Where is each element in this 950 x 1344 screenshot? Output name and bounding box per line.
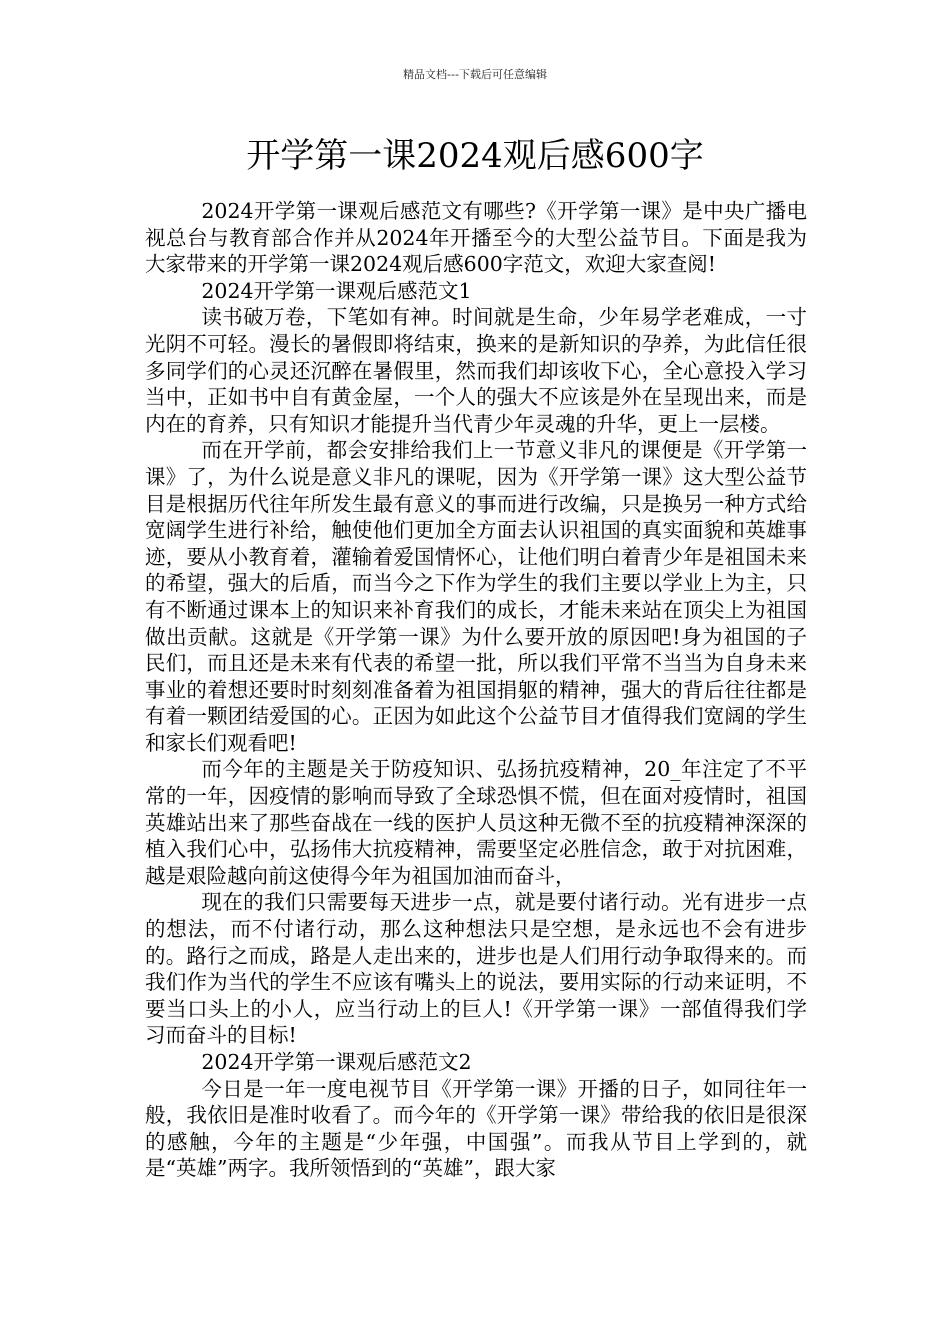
- body-paragraph: 今日是一年一度电视节目《开学第一课》开播的日子，如同往年一般，我依旧是准时收看了。而今年的《开学第一课》带给我的依旧是很深的感触，今年的主题是“少年强，中国强”。而我从节目上学到的，就是“英雄”两字。我所领悟到的“英雄”，跟大家: [145, 1076, 807, 1181]
- body-paragraph: 读书破万卷，下笔如有神。时间就是生命，少年易学老难成，一寸光阴不可轻。漫长的暑假即将结束，换来的是新知识的孕养，为此信任很多同学们的心灵还沉醉在暑假里，然而我们却该收下心，全心意投入学习当中，正如书中自有黄金屋，一个人的强大不应该是外在呈现出来，而是内在的育养，只有知识才能提升当代青少年灵魂的升华，更上一层楼。: [145, 305, 807, 436]
- body-paragraph: 而在开学前，都会安排给我们上一节意义非凡的课便是《开学第一课》了，为什么说是意义非凡的课呢，因为《开学第一课》这大型公益节目是根据历代往年所发生最有意义的事而进行改编，只是换另一种方式给宽阔学生进行补给，触使他们更加全方面去认识祖国的真实面貌和英雄事迹，要从小教育着，灌输着爱国情怀心，让他们明白着青少年是祖国未来的希望，强大的后盾，而当今之下作为学生的我们主要以学业上为主，只有不断通过课本上的知识来补育我们的成长，才能未来站在顶尖上为祖国做出贡献。这就是《开学第一课》为什么要开放的原因吧!身为祖国的子民们，而且还是未来有代表的希望一批，所以我们平常不当当为自身未来事业的着想还要时时刻刻准备着为祖国捐躯的精神，强大的背后往往都是有着一颗团结爱国的心。正因为如此这个公益节目才值得我们宽阔的学生和家长们观看吧!: [145, 438, 807, 755]
- body-paragraph: 现在的我们只需要每天进步一点，就是要付诸行动。光有进步一点的想法，而不付诸行动，那么这种想法只是空想，是永远也不会有进步的。路行之而成，路是人走出来的，进步也是人们用行动争取得来的。而我们作为当代的学生不应该有嘴头上的说法，要用实际的行动来证明，不要当口头上的小人，应当行动上的巨人!《开学第一课》一部值得我们学习而奋斗的目标!: [145, 890, 807, 1048]
- intro-paragraph: 2024开学第一课观后感范文有哪些?《开学第一课》是中央广播电视总台与教育部合作并从2024年开播至今的大型公益节目。下面是我为大家带来的开学第一课2024观后感600字范文，欢迎大家查阅!: [145, 199, 807, 277]
- section-heading-1: 2024开学第一课观后感范文1: [201, 278, 472, 303]
- section-heading-2: 2024开学第一课观后感范文2: [201, 1050, 472, 1074]
- document-title: 开学第一课2024观后感600字: [246, 136, 704, 176]
- body-paragraph: 而今年的主题是关于防疫知识、弘扬抗疫精神，20_年注定了不平常的一年，因疫情的影响而导致了全球恐惧不慌，但在面对疫情时，祖国英雄站出来了那些奋战在一线的医护人员这种无微不至的抗疫精神深深的植入我们心中，弘扬伟大抗疫精神，需要坚定必胜信念，敢于对抗困难，越是艰险越向前这使得今年为祖国加油而奋斗，: [145, 757, 807, 888]
- header-note: 精品文档---下载后可任意编辑: [403, 68, 547, 81]
- document-body: [145, 198, 807, 1182]
